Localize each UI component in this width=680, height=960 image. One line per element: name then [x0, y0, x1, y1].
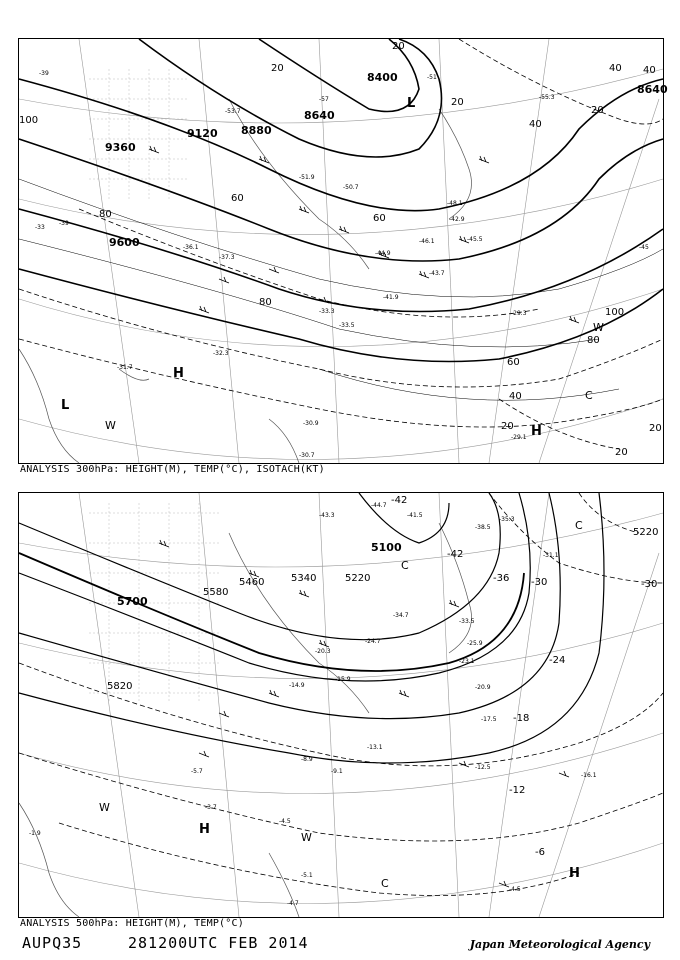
temp-label: -4.7 [287, 900, 299, 907]
warm-symbol: W [99, 801, 110, 814]
chart-panel-300hpa [18, 38, 668, 464]
warm-symbol: W [593, 321, 604, 334]
height-label: 5100 [371, 541, 402, 554]
isotach-label: 80 [587, 335, 600, 346]
height-label: 9360 [105, 141, 136, 154]
low-pressure-symbol: L [407, 96, 416, 111]
isotherm-label: -42 [447, 549, 464, 560]
wind-barbs-300 [149, 146, 579, 323]
cold-symbol: C [401, 559, 409, 572]
isotherm-label: -42 [391, 495, 408, 506]
warm-symbol: W [301, 831, 312, 844]
temp-label: -51 [427, 74, 437, 81]
temp-label: -45.5 [467, 236, 483, 243]
agency-name: Japan Meteorological Agency [469, 938, 650, 951]
temp-label: -57 [319, 96, 329, 103]
height-label: 5460 [239, 577, 265, 588]
isotherm-label: -24 [549, 655, 566, 666]
isotach-label: 20 [392, 41, 405, 52]
temp-label: -44.7 [371, 502, 387, 509]
temp-label: -37.3 [219, 254, 235, 261]
temp-label: -41.9 [383, 294, 399, 301]
height-label: 9600 [109, 236, 140, 249]
temp-label: -45 [639, 244, 649, 251]
graticule-500 [19, 493, 663, 917]
map-500hpa [19, 493, 663, 917]
isotach-label: 20 [615, 447, 628, 458]
temp-label: -14.9 [289, 682, 305, 689]
temp-label: -15.9 [335, 676, 351, 683]
height-contours-300 [19, 39, 663, 362]
temp-label: -34.7 [393, 612, 409, 619]
temp-label: -5.1 [301, 872, 313, 879]
height-label: 8880 [241, 124, 272, 137]
temp-label: -44.9 [375, 250, 391, 257]
temp-label: -32.3 [213, 350, 229, 357]
temp-label: -3.7 [205, 804, 217, 811]
height-label: 5340 [291, 573, 317, 584]
caption-300hpa: ANALYSIS 300hPa: HEIGHT(M), TEMP(°C), ISOTACH(KT) [20, 464, 325, 475]
temp-label: -38.5 [475, 524, 491, 531]
temp-label: -55.3 [539, 94, 555, 101]
temp-label: -16.1 [581, 772, 597, 779]
temp-label: -42.9 [449, 216, 465, 223]
temp-label: -4.5 [509, 886, 521, 893]
high-pressure-symbol: H [569, 866, 580, 881]
warm-symbol: W [105, 419, 116, 432]
cold-symbol: C [575, 519, 583, 532]
temp-label: -41.5 [407, 512, 423, 519]
isotherm-label: -18 [513, 713, 530, 724]
temp-label: -33.3 [319, 308, 335, 315]
temperature-labels-300 [35, 70, 649, 459]
temp-label: -39 [39, 70, 49, 77]
temp-label: -29.3 [511, 310, 527, 317]
caption-500hpa: ANALYSIS 500hPa: HEIGHT(M), TEMP(°C) [20, 918, 244, 929]
isotach-label: 20 [271, 63, 284, 74]
isotach-label: 100 [605, 307, 625, 318]
isotach-label: 80 [99, 209, 112, 220]
isotach-label: 60 [373, 213, 386, 224]
isotach-label: 100 [19, 115, 39, 126]
isotherm-label: -12 [509, 785, 526, 796]
height-label: 5700 [117, 595, 148, 608]
isotherm-label: -30 [641, 579, 658, 590]
isotach-label: 40 [643, 65, 656, 76]
height-label: 5580 [203, 587, 229, 598]
temp-label: -8.9 [301, 756, 313, 763]
temp-label: -4.5 [279, 818, 291, 825]
high-pressure-symbol: H [531, 424, 542, 439]
temp-label: -53.7 [225, 108, 241, 115]
isotherm-label: -36 [493, 573, 510, 584]
isotach-label: 80 [259, 297, 272, 308]
temp-label: -39 [59, 220, 69, 227]
temp-label: -51.9 [299, 174, 315, 181]
height-label: 9120 [187, 127, 218, 140]
temp-label: -48.1 [447, 200, 463, 207]
temp-label: -9.1 [331, 768, 343, 775]
temp-label: -35.3 [499, 516, 515, 523]
temp-label: -12.5 [475, 764, 491, 771]
temp-label: -25.9 [467, 640, 483, 647]
height-label: 5820 [107, 681, 133, 692]
temp-label: -46.1 [419, 238, 435, 245]
valid-time: 281200UTC FEB 2014 [128, 934, 309, 952]
temp-label: -24.7 [365, 638, 381, 645]
isotach-label: 60 [231, 193, 244, 204]
hatched-area-500 [89, 503, 219, 703]
isotach-label: 20 [501, 421, 514, 432]
temp-label: -43.3 [319, 512, 335, 519]
temp-label: -33.5 [459, 618, 475, 625]
temp-label: -31.1 [543, 552, 559, 559]
temp-label: -30.7 [299, 452, 315, 459]
temp-label: -50.7 [343, 184, 359, 191]
isotach-label: 20 [591, 105, 604, 116]
isotach-label: 40 [509, 391, 522, 402]
isotach-label: 40 [609, 63, 622, 74]
height-label: 8640 [304, 109, 335, 122]
high-pressure-symbol: H [173, 366, 184, 381]
height-label: 8640 [637, 83, 668, 96]
high-pressure-symbol: H [199, 822, 210, 837]
height-label: 5220 [345, 573, 371, 584]
temp-label: -33.5 [339, 322, 355, 329]
temp-label: -13.1 [367, 744, 383, 751]
isotherm-label: -6 [535, 847, 545, 858]
temp-label: -29.1 [511, 434, 527, 441]
temp-label: -33 [35, 224, 45, 231]
temp-label: -31.7 [117, 364, 133, 371]
cold-symbol: C [381, 877, 389, 890]
temp-label: -30.9 [303, 420, 319, 427]
temp-label: -20.9 [475, 684, 491, 691]
height-label: 8400 [367, 71, 398, 84]
isotach-label: 40 [529, 119, 542, 130]
chart-code: AUPQ35 [22, 934, 83, 952]
height-contour-heavy-500 [19, 553, 524, 671]
temp-label: -36.1 [183, 244, 199, 251]
cold-symbol: C [585, 389, 593, 402]
chart-panel-500hpa [18, 492, 664, 918]
thin-lines-300 [19, 179, 663, 400]
isotherm-label: -30 [531, 577, 548, 588]
isotach-label: 20 [451, 97, 464, 108]
isotach-label: 60 [507, 357, 520, 368]
temp-label: -17.5 [481, 716, 497, 723]
low-pressure-symbol: L [61, 398, 70, 413]
temp-label: -1.9 [29, 830, 41, 837]
height-label: 5220 [633, 527, 659, 538]
temp-label: -20.3 [315, 648, 331, 655]
temp-label: -43.7 [429, 270, 445, 277]
temp-label: -5.7 [191, 768, 203, 775]
map-300hpa [19, 39, 668, 463]
isotherms-500 [19, 493, 663, 896]
temp-label: -23.1 [459, 658, 475, 665]
isotach-label: 20 [649, 423, 662, 434]
